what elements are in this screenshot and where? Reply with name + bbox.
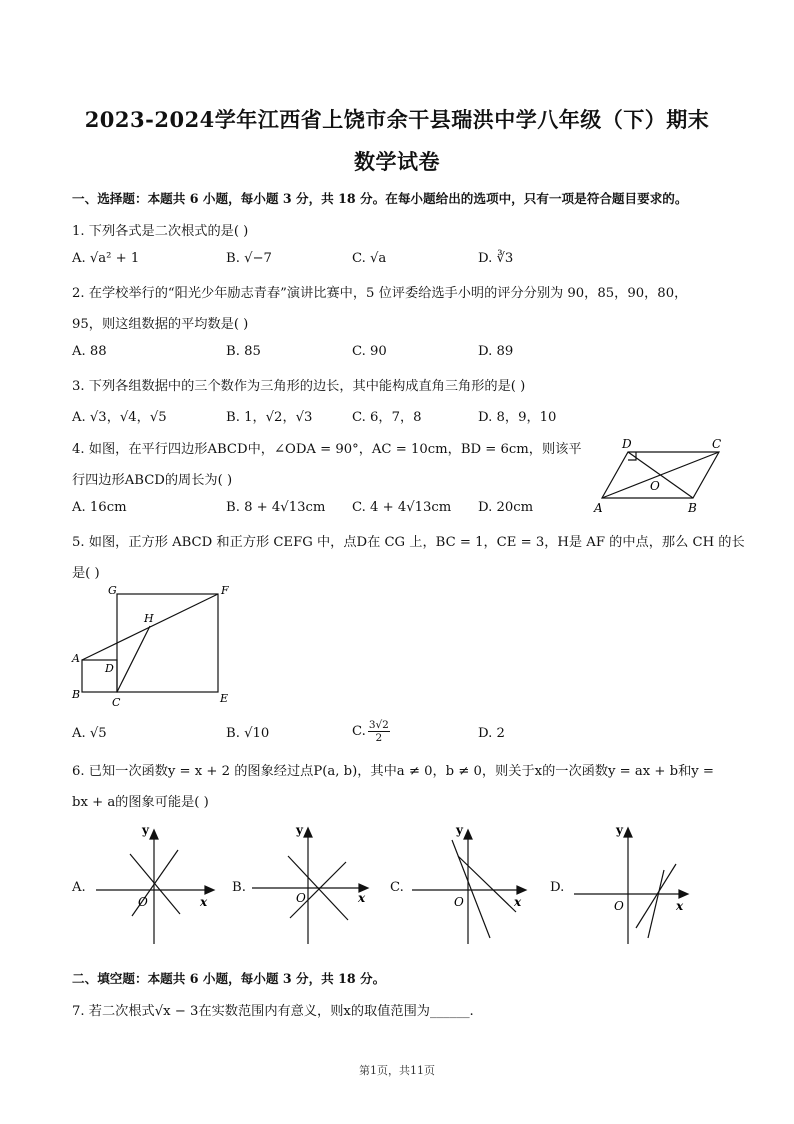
- q2-option-d: D. 89: [478, 344, 514, 359]
- q4-option-d: D. 20cm: [478, 500, 534, 515]
- section-heading-choice: 一、选择题：本题共 6 小题，每小题 3 分，共 18 分。在每小题给出的选项中，只有一项是符合题目要求的。: [72, 191, 688, 206]
- q5-squares-figure: [68, 584, 238, 710]
- q6d-x-label: x: [676, 899, 684, 913]
- q5-label-g: G: [108, 584, 117, 597]
- q6-graph-c: [408, 820, 538, 948]
- q5-option-b: B. √10: [226, 726, 270, 741]
- q1-stem: 1. 下列各式是二次根式的是( ): [72, 224, 249, 239]
- q5-option-a: A. √5: [72, 726, 107, 741]
- q2-option-a: A. 88: [72, 344, 107, 359]
- q6d-x-arrow: [679, 890, 688, 898]
- q5-segment-ch: [117, 626, 150, 692]
- page-title: 2023-2024学年江西省上饶市余干县瑞洪中学八年级（下）期末: [84, 107, 710, 132]
- q4-label-o: O: [650, 479, 660, 493]
- q4-label-d: D: [622, 437, 632, 451]
- q3-option-a: A. √3，√4，√5: [72, 410, 167, 425]
- q5-label-f: F: [221, 584, 229, 597]
- q1-option-c: C. √a: [352, 251, 387, 266]
- q5-option-c-fraction: [368, 719, 390, 744]
- q5-square-cefg: [117, 594, 218, 692]
- q6-option-d-label: D.: [550, 880, 565, 895]
- q6-stem-line2: bx + a的图象可能是( ): [72, 795, 209, 810]
- q6-graph-a: [92, 820, 222, 948]
- q6-option-a-label: A.: [72, 880, 86, 895]
- q5-label-c: C: [112, 696, 121, 709]
- q6b-y-arrow: [304, 828, 312, 837]
- q6-graph-b: [248, 820, 378, 948]
- q1-option-d: D. ∛3: [478, 251, 514, 266]
- q6c-line-1: [452, 840, 490, 938]
- q3-option-b: B. 1，√2，√3: [226, 410, 313, 425]
- q5-label-b: B: [72, 688, 81, 701]
- q3-option-c: C. 6，7，8: [352, 410, 422, 425]
- page-number: 第1页，共11页: [359, 1064, 435, 1077]
- q6-option-b-label: B.: [232, 880, 246, 895]
- q6d-origin-label: O: [614, 899, 624, 913]
- q6a-x-arrow: [205, 886, 214, 894]
- page-subtitle: 数学试卷: [354, 149, 440, 174]
- q6c-y-arrow: [464, 830, 472, 839]
- q6a-origin-label: O: [138, 895, 148, 909]
- q4-stem-line1: 4. 如图，在平行四边形ABCD中，∠ODA = 90°，AC = 10cm，BD = 6cm，则该平: [72, 442, 582, 457]
- q6d-y-label: y: [616, 823, 623, 837]
- q4-option-b: B. 8 + 4√13cm: [226, 500, 326, 515]
- q6d-line-1: [636, 864, 676, 928]
- q5-stem-line1: 5. 如图，正方形 ABCD 和正方形 CEFG 中，点D在 CG 上，BC = 1，CE = 3，H是 AF 的中点，那么 CH 的长: [72, 535, 745, 550]
- q6c-origin-label: O: [454, 895, 464, 909]
- q5-fraction-denominator: 2: [375, 732, 383, 744]
- q6-graph-d: [570, 820, 700, 948]
- q1-option-a: A. √a² + 1: [72, 251, 140, 266]
- q4-stem-line2: 行四边形ABCD的周长为( ): [72, 473, 233, 488]
- q4-option-a: A. 16cm: [72, 500, 127, 515]
- q5-stem-line2: 是( ): [72, 566, 100, 581]
- q6a-y-arrow: [150, 830, 158, 839]
- q6-option-c-label: C.: [390, 880, 404, 895]
- q5-label-a: A: [72, 652, 80, 665]
- q5-label-d: D: [105, 662, 114, 675]
- q6c-x-arrow: [517, 886, 526, 894]
- q6-stem-line1: 6. 已知一次函数y = x + 2 的图象经过点P(a, b)，其中a ≠ 0，b ≠ 0，则关于x的一次函数y = ax + b和y =: [72, 764, 714, 779]
- q5-label-h: H: [144, 612, 154, 625]
- q4-diagonal-bd: [628, 452, 693, 498]
- q2-option-b: B. 85: [226, 344, 261, 359]
- q6c-line-2: [458, 856, 516, 912]
- q6b-origin-label: O: [296, 891, 306, 905]
- q6b-x-label: x: [358, 891, 366, 905]
- q6c-x-label: x: [514, 895, 522, 909]
- q4-label-a: A: [594, 501, 603, 515]
- q6a-y-label: y: [142, 823, 149, 837]
- q5-label-e: E: [220, 692, 229, 705]
- q5-fraction-numerator: 3√2: [368, 719, 389, 731]
- q6d-y-arrow: [624, 828, 632, 837]
- q6c-y-label: y: [456, 823, 463, 837]
- q5-option-c: [352, 719, 390, 744]
- q4-parallelogram-figure: [588, 436, 728, 516]
- q6b-y-label: y: [296, 823, 303, 837]
- q6a-x-label: x: [200, 895, 208, 909]
- q2-option-c: C. 90: [352, 344, 387, 359]
- section-heading-fill: 二、填空题：本题共 6 小题，每小题 3 分，共 18 分。: [72, 971, 386, 986]
- q3-stem: 3. 下列各组数据中的三个数作为三角形的边长，其中能构成直角三角形的是( ): [72, 379, 526, 394]
- q4-label-b: B: [688, 501, 697, 515]
- q7-stem: 7. 若二次根式√x − 3在实数范围内有意义，则x的取值范围为______.: [72, 1004, 474, 1019]
- q3-option-d: D. 8，9，10: [478, 410, 557, 425]
- q5-option-c-prefix: C.: [352, 724, 366, 739]
- q2-stem-line2: 95，则这组数据的平均数是( ): [72, 317, 249, 332]
- q1-option-b: B. √−7: [226, 251, 272, 266]
- q4-option-c: C. 4 + 4√13cm: [352, 500, 452, 515]
- q5-option-d: D. 2: [478, 726, 505, 741]
- q2-stem-line1: 2. 在学校举行的“阳光少年励志青春”演讲比赛中，5 位评委给选手小明的评分分别为 90，85，90，80，: [72, 286, 688, 301]
- q4-label-c: C: [712, 437, 722, 451]
